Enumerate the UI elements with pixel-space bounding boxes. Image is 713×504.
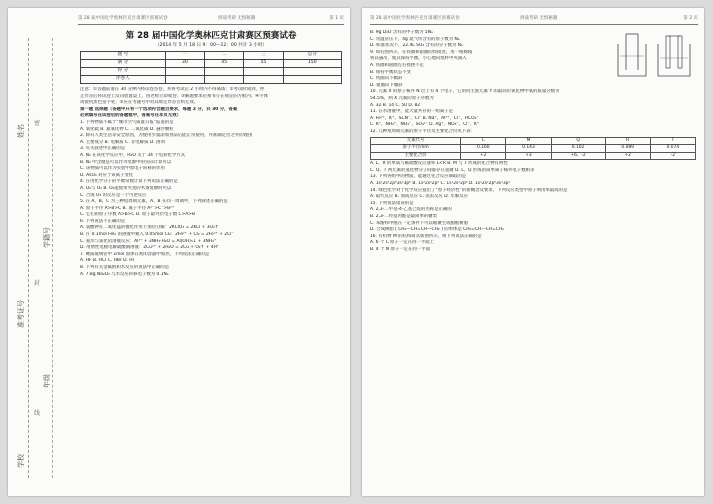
margin-label-school: 学校 [17, 454, 25, 468]
section-heading: 第一题 选择题（各题中只有一个选项符合题目要求，每题 2 分，共 30 分，答案 [80, 106, 238, 112]
exam-date: （2014 年 5 月 18 日 9：00—12：00 共计 3 小时） [154, 43, 268, 48]
note-line: 止作答后将试卷上反向放置桌上，由老师立即收卷；③解题要求必须书写在规定的方框内；④字体 [80, 93, 268, 99]
score-cell[interactable] [204, 68, 243, 76]
element-table-cell: M [506, 137, 551, 145]
question-line: C. 铁圈向下倾斜 [370, 76, 403, 82]
score-row-label: 得 分 [81, 68, 166, 76]
header-competition: 第 28 届中国化学奥林匹克甘肃赛区预赛试卷 [78, 16, 168, 21]
question-line: 2. 除有人类生活等安全原因，为使用少量添加食品后能正常使用，并准确定位之外的理由 [80, 133, 253, 139]
element-table-cell: 0.160 [461, 145, 506, 153]
question-line: C. 它们的原子序数 A>B>C D. 原子最外层电子数 C>A>B [80, 212, 195, 218]
question-line: 4. 在用化学分子的平衡常数计算下列说法正确的是 [80, 179, 178, 185]
question-line: 5. 在 A、B、C 为三种短周期元素，A、B 在同一周期中，下列叙述正确的是 [80, 199, 228, 205]
margin-label-student-id: 学籍号 [43, 227, 51, 248]
question-line: C. K⁺、NH₄⁺、NO₃⁻、SO₄²⁻ D. Ag⁺、NO₃⁻、Cl⁻、K⁺ [370, 122, 480, 128]
page-header [78, 14, 344, 25]
question-line: 10. 元素 X 的原子核外 N 层上有 4 个电子，它的同主族元素 Y 的最高价氧化物中氧的质量分数为 [370, 89, 560, 95]
section-heading: 必须填写在试卷后的答题框中，答案写在本页无效） [80, 113, 181, 119]
element-table-cell: -2 [650, 152, 695, 160]
element-table-cell: 0.143 [506, 145, 551, 153]
question-list [370, 89, 696, 135]
full-mark: 55 [244, 60, 283, 68]
question-line: A. 氯酸钾在二氧化锰的催化作用下加热分解：2KClO₃ = 2KCl + 3O₂↑ [80, 225, 219, 231]
question-line: A. 2,3-二甲基-4-乙基己烷的名称是正确的 [370, 207, 452, 213]
question-line: D. AsO₄ 对应于该离子变化 [80, 172, 134, 178]
question-line: 13. 下列各组中的物质，能通过化合反应制取的是 [370, 174, 467, 180]
score-row-label: 题 号 [81, 52, 166, 60]
left-page [8, 8, 350, 496]
question-line: A. 取代反应 B. 加成反应 C. 消去反应 D. 水解反应 [370, 194, 468, 200]
exam-title: 第 28 届中国化学奥林匹克甘肃赛区预赛试卷 [125, 31, 297, 41]
score-row-label: 评卷人 [81, 76, 166, 84]
margin-label-exam-id: 准考证号 [17, 300, 25, 328]
score-col-header: 一 [165, 52, 204, 60]
header-tagline: 拼战考研 无惧秘籍 [520, 16, 558, 21]
score-cell[interactable] [283, 68, 341, 76]
full-mark: 30 [165, 60, 204, 68]
question-line: A. Fe³⁺、K⁺、SCN⁻、Cl⁻ B. Na⁺、Al³⁺、Cl⁻、HCO₃⁻ [370, 115, 479, 121]
question-line: C. Q、T 两元素的氢化物分子间都存在氢键 D. L、Q 形成的简单离子核外电子数相等 [370, 167, 535, 173]
question-line: D. 银圈向下倾斜 [370, 82, 403, 88]
question-line: B. 4 个 N 原子一定在同一平面 [370, 247, 430, 252]
question-list [80, 120, 342, 278]
grader-cell[interactable] [165, 76, 204, 84]
question-line: 9. 如右图所示，在铁圈和银圈的焊接处，用一根棉线 [370, 49, 473, 55]
score-col-header: 三 [244, 52, 283, 60]
note-line: 注意：①答题前请在 30 分钟内将试卷答卷，并将考试后 2 小时内不得离场；②考试时间到，停 [80, 87, 265, 92]
grader-cell[interactable] [283, 76, 341, 84]
question-line: 11. 在水溶液中，能大量共存的一组离子是 [370, 109, 454, 115]
question-line: A. 6 个 C 原子一定在同一平面上 [370, 240, 435, 246]
question-line: C. 合成 O₃ 的反应是一个可逆反应 [80, 192, 147, 198]
question-line: 14. 绿色化学对于化学反应提出了“原子经济性”的新概念及要求，下列反应类型中原子利用率最高的是 [370, 187, 568, 193]
question-block-with-figure [370, 30, 696, 89]
page-header [370, 14, 698, 25]
header-competition: 第 28 届中国化学奥林匹克甘肃赛区预赛试卷 [370, 16, 460, 21]
grader-cell[interactable] [244, 76, 283, 84]
question-line: 6. 下列说法不正确的是 [80, 218, 126, 224]
fold-mark: 线 [34, 410, 41, 417]
element-table-header [371, 137, 696, 145]
question-line: C. 苯酚和甲醛在一定条件下可以缩聚生成酚醛树脂 [370, 220, 469, 226]
margin-label-name: 姓名 [17, 124, 25, 138]
fold-line-inner [52, 38, 53, 478]
element-table-cell: +2 [605, 152, 650, 160]
question-line: A. O₂与 O₃ B. O₂能使带火星的木条复燃时可以 [80, 185, 172, 191]
question-line: 1. 下列物质不属于“城市空气质量日报”报道的是 [80, 119, 174, 125]
question-line: D. 用惰性电极电解硫酸铜溶液：2Cu²⁺ + 2H₂O = 2Cu + O₂↑ + 4H⁺ [80, 245, 220, 251]
page-content [370, 30, 696, 490]
element-table-cell: L [461, 137, 506, 145]
question-line: C. 常温常压下，4g 氦气所含有的原子数为 Nₐ [370, 36, 460, 42]
right-page [362, 8, 704, 496]
question-line: A. 32 B. 14 C. 50 D. 82 [370, 102, 421, 108]
score-col-header: 二 [204, 52, 243, 60]
score-row-label: 满 分 [81, 60, 166, 68]
question-line: 3. 有关叙述中正确的是 [80, 146, 126, 152]
question-line: 54.5%，则 X 元素的原子序数为 [370, 95, 434, 101]
element-table-cell: 原子半径/nm [371, 145, 461, 153]
note-line: 请使用黑色签字笔；⑤应在考题号中对其规定作答否则无效。 [80, 100, 199, 106]
grader-cell[interactable] [204, 76, 243, 84]
question-line: B. 2,3-二羟基丙醛是最简单的糖类 [370, 214, 438, 220]
element-table-cell: 0.102 [551, 145, 605, 153]
header-page-number: 第 2 页 [683, 16, 698, 21]
question-line: 15. 下列说法错误的是 [370, 200, 414, 206]
element-table-radius-row [371, 145, 696, 153]
question-line: A. N₂ 在该化学反应中，H₂O 关于 34 个电荷化学方式 [80, 152, 186, 158]
margin-label-grade: 年级 [43, 374, 51, 388]
header-page-number: 第 1 页 [329, 16, 344, 21]
element-table-valence-row [371, 152, 696, 160]
element-table-cell: T [650, 137, 695, 145]
question-line: A. L、R 的单质与稀盐酸反应速率 L<R B. M 与 T 形成的化合物有两性 [370, 161, 508, 167]
question-line: B. 9g D₂O 含有的中子数为 5Nₐ [370, 30, 433, 35]
element-table-cell: +6、-2 [551, 152, 605, 160]
question-list [370, 30, 612, 89]
element-table-cell: 0.089 [605, 145, 650, 153]
score-cell[interactable] [244, 68, 283, 76]
question-line: 16. 有机物 M 的结构简式如图所示，则下列说法正确的是 [370, 233, 482, 239]
element-table-cell: +2 [461, 152, 506, 160]
element-table-cell: 主要化合价 [371, 152, 461, 160]
full-mark: 45 [204, 60, 243, 68]
question-line: B. 在 0.1mol FeI₂ 的溶液中通入 0.05mol Cl₂：2Fe²⁺ + Cl₂ = 2Fe³⁺ + 2Cl⁻ [80, 232, 234, 238]
question-line: A. 7.8g Na₂O₂ 与水反应转移电子数为 0.1Nₐ [80, 271, 169, 277]
question-line: A. 1s²2s²2p⁶3s²3p⁶ B. 1s²2s²2p⁵ C. 1s²2s²2p⁶ D. 1s²2s²2p⁶3s²3p⁵ [370, 181, 511, 187]
score-cell[interactable] [165, 68, 204, 76]
element-table-cell: Q [551, 137, 605, 145]
element-table-cell: R [605, 137, 650, 145]
beaker-icon [612, 30, 696, 86]
question-line: 8. 下列有关金属钠和水反应的说法中正确的是 [80, 265, 170, 271]
question-line: A. 原子半径 A>B>C B. 离子半径 A²⁻>C⁻>B²⁺ [80, 205, 175, 211]
question-list [370, 161, 696, 253]
binding-margin [8, 28, 72, 496]
question-line: B. 保持平衡状态不变 [370, 69, 411, 75]
score-col-header: 总分 [283, 52, 341, 60]
full-mark: 150 [283, 60, 341, 68]
apparatus-figure [612, 30, 696, 86]
question-line: A. 氧化硫 B. 氮氧化物 C. 二氧化碳 D. 悬浮颗粒 [80, 126, 174, 132]
question-line: C. 氨水与氯化铝溶液反应：Al³⁺ + 3NH₃·H₂O = Al(OH)₃↓ + 3NH₄⁺ [80, 238, 217, 244]
question-line: 7. 硬质玻璃管中 1mol 固体在密闭容器中加热，下列说法正确的是 [80, 251, 210, 257]
question-line: 将其悬吊，使其保持平衡，小心地向烧杯中央滴入 [370, 56, 467, 62]
fold-mark: 密 [34, 120, 41, 127]
page-content [80, 30, 342, 490]
header-tagline: 拼战考研 无惧秘籍 [218, 16, 256, 21]
element-table [370, 137, 696, 161]
question-line: A. 铁圈和银圈左右摇摆不定 [370, 62, 425, 68]
question-line: A. HF B. HCl C. HBr D. HI [80, 258, 134, 264]
fold-line [28, 38, 29, 478]
score-table [80, 51, 342, 84]
element-table-cell: +3 [506, 152, 551, 160]
question-line: A. 主要成分 B. 电解质 C. 非电解质 D. 溶剂 [80, 139, 165, 145]
question-line: D. 标准状况下，22.4L SO₃ 含有的分子数为 Nₐ [370, 43, 463, 49]
fold-mark: 封 [34, 280, 41, 287]
question-line: 12. 几种短周期元素的原子半径及主要化合价见下表： [370, 128, 475, 134]
question-line: D. 合成树脂 [ CH₂—CH=CH—CH₂ ] 的单体是 CH₂=CH—CH=CH₂ [370, 227, 504, 233]
element-table-cell: 0.074 [650, 145, 695, 153]
question-line: C. 该物质可以作为实验中原电子转移的作用 [80, 166, 165, 172]
question-line: B. N₂ 中含键是可以作为电源中的实际计算可以 [80, 159, 172, 165]
element-table-cell: 元素代号 [371, 137, 461, 145]
